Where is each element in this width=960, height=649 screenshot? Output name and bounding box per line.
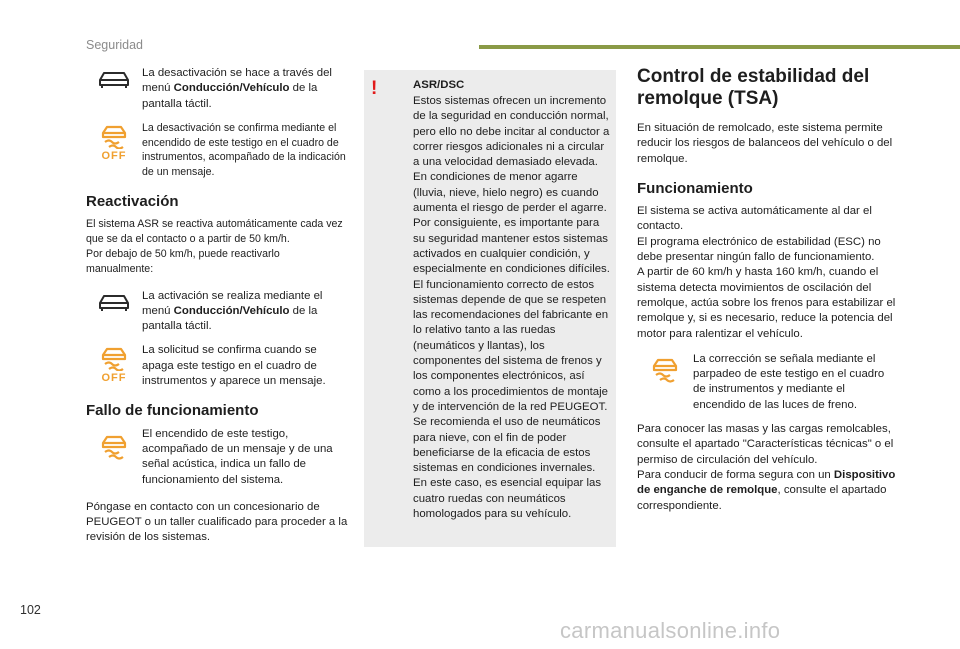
left-column	[86, 66, 348, 554]
correction-text: La corrección se señala mediante el parpadeo de este testigo en el cuadro de instrumentos y mediante el encendido de las luces de freno.	[693, 352, 885, 411]
esc-off-icon	[86, 121, 142, 164]
reactivation-title: Reactivación	[86, 193, 179, 211]
section-label: Seguridad	[86, 38, 143, 52]
activation-confirm-row	[86, 343, 348, 389]
fault-contact-text: Póngase en contacto con un concesionario de PEUGEOT o un taller cualificado para proceder a la revisión de los sistemas.	[86, 500, 348, 544]
section-bar	[479, 45, 960, 49]
tsa-title: Control de estabilidad del remolque (TSA)	[637, 66, 870, 109]
fault-text: El encendido de este testigo, acompañado de un mensaje y de una señal acústica, indica un fallo de funcionamiento del sistema.	[142, 427, 333, 486]
activation-confirm-text: La solicitud se confirma cuando se apaga este testigo en el cuadro de instrumentos y aparece un mensaje.	[142, 344, 326, 388]
masses-text: Para conocer las masas y las cargas remolcables, consulte el apartado "Características técnicas" o el permiso de circulación del vehículo. Para conducir de forma segura con un Dispositivo de enganche de remolque, consulte el apartado correspondiente.	[637, 423, 896, 512]
car-icon	[86, 66, 142, 90]
operation-text: El sistema se activa automáticamente al dar el contacto. El programa electrónico de estabilidad (ESC) no debe presentar ningún fallo de funcionamiento. A partir de 60 km/h y hasta 160 km/h, cuando el sistema detecta movimientos de oscilación del remolque, actúa sobre los frenos para estabilizar el remolque y, si es necesario, reduce la potencia del motor para ralentizar el vehículo.	[637, 205, 896, 340]
right-column	[637, 66, 899, 522]
activation-menu-row	[86, 289, 348, 335]
off-label: OFF	[101, 372, 127, 385]
reactivation-text: El sistema ASR se reactiva automáticamente cada vez que se da el contacto o a partir de 50 km/h. Por debajo de 50 km/h, puede reactivarlo manualmente:	[86, 218, 343, 275]
fault-title: Fallo de funcionamiento	[86, 402, 259, 420]
watermark: carmanualsonline.info	[560, 618, 781, 643]
fault-row	[86, 427, 348, 488]
off-label: OFF	[101, 149, 127, 162]
deactivation-menu-row	[86, 66, 348, 112]
esc-warning-icon	[637, 352, 693, 384]
warning-body: Estos sistemas ofrecen un incremento de la seguridad en conducción normal, pero ello no debe incitar al conductor a correr riesgos adicionales ni a circular a una velocidad demasiado elevada. En condiciones de menor agarre (lluvia, nieve, hielo negro) es cuando aumenta el riesgo de perder el agarre. Por consiguiente, es importante para su seguridad mantener estos sistemas activados en cualquier condición, y especialmente en condiciones difíciles. El funcionamiento correcto de estos sistemas depende de que se respeten las recomendaciones del fabricante en lo relativo tanto a las ruedas (neumáticos y llantas), los componentes del sistema de frenos y los componentes electrónicos, así como a los procedimientos de montaje y de intervención de la red PEUGEOT. Se recomienda el uso de neumáticos para nieve, con el fin de poder beneficiarse de la eficacia de estos sistemas en condiciones invernales. En este caso, es esencial equipar las cuatro ruedas con neumáticos homologados para su vehículo.	[413, 95, 610, 521]
deactivation-menu-text: La desactivación se hace a través del menú Conducción/Vehículo de la pantalla táctil.	[142, 67, 332, 110]
car-icon	[86, 289, 142, 313]
esc-off-icon	[86, 343, 142, 386]
warning-box	[364, 70, 616, 547]
activation-menu-text: La activación se realiza mediante el menú Conducción/Vehículo de la pantalla táctil.	[142, 289, 323, 333]
page-number: 102	[20, 603, 41, 617]
warning-title: ASR/DSC	[413, 79, 465, 91]
deactivation-confirm-row	[86, 121, 348, 180]
correction-row	[637, 352, 899, 413]
warning-exclamation-icon: !	[371, 78, 378, 99]
tsa-intro: En situación de remolcado, este sistema permite reducir los riesgos de balanceos del vehículo o del remolque.	[637, 122, 893, 165]
operation-title: Funcionamiento	[637, 179, 753, 197]
deactivation-confirm-text: La desactivación se confirma mediante el encendido de este testigo en el cuadro de instrumentos, acompañado de la indicación de un mensaje.	[142, 121, 346, 179]
esc-warning-icon	[86, 427, 142, 461]
